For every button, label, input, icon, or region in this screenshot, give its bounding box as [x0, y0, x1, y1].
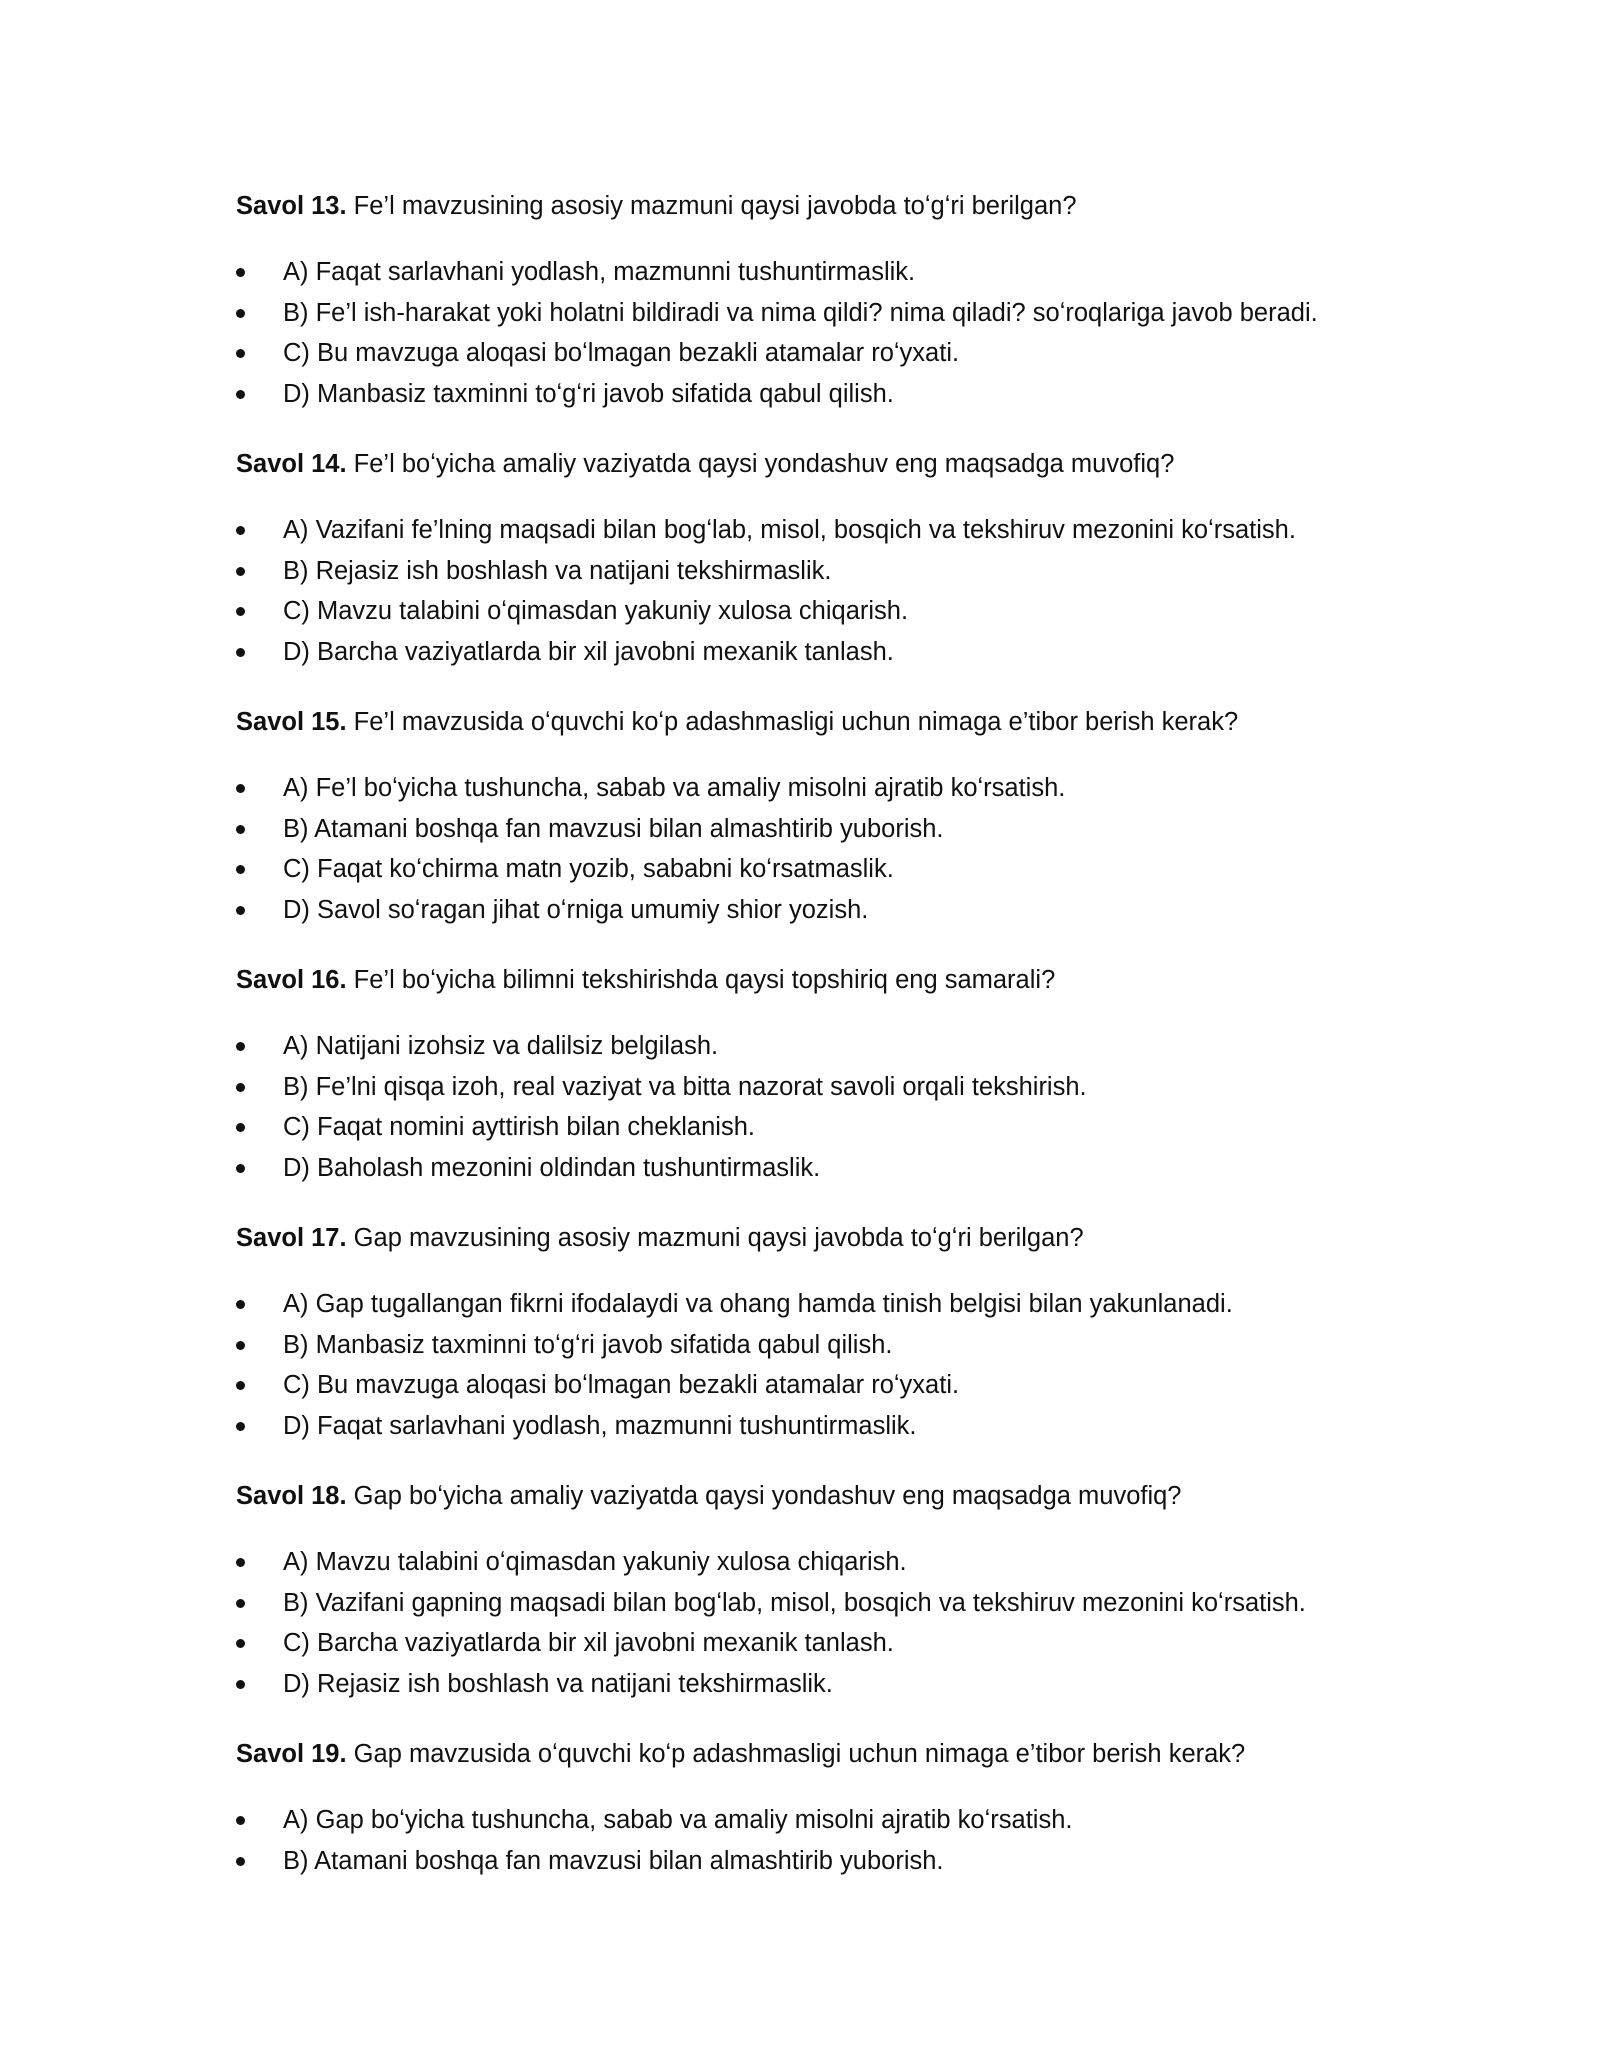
bullet-icon	[236, 1816, 245, 1825]
answer-option	[236, 1325, 1416, 1366]
bullet-icon	[236, 1857, 245, 1866]
answer-option-text: C) Barcha vaziyatlarda bir xil javobni mexanik tanlash.	[283, 1629, 894, 1657]
question-prompt: Fe’l boʻyicha bilimni tekshirishda qaysi topshiriq eng samarali?	[353, 966, 1056, 994]
answer-options	[236, 510, 1416, 672]
answer-option-text: D) Rejasiz ish boshlash va natijani tekshirmaslik.	[283, 1669, 833, 1698]
answer-option-text: A) Vazifani fe’lning maqsadi bilan bogʻlab, misol, bosqich va tekshiruv mezonini koʻrsatish.	[283, 516, 1296, 544]
question-block	[236, 1476, 1416, 1704]
bullet-icon	[236, 526, 245, 535]
answer-option-text: A) Mavzu talabini oʻqimasdan yakuniy xulosa chiqarish.	[283, 1548, 907, 1576]
answer-option	[236, 1026, 1416, 1067]
answer-option	[236, 591, 1416, 632]
answer-option	[236, 1542, 1416, 1583]
answer-options	[236, 252, 1416, 414]
answer-options	[236, 1026, 1416, 1188]
bullet-icon	[236, 825, 245, 834]
answer-option	[236, 1148, 1416, 1189]
question-number: Savol 14.	[236, 450, 347, 478]
bullet-icon	[236, 1422, 245, 1431]
answer-option	[236, 890, 1416, 931]
answer-option	[236, 1841, 1416, 1882]
bullet-icon	[236, 1558, 245, 1567]
question-text	[236, 1734, 1416, 1774]
answer-option	[236, 374, 1416, 415]
bullet-icon	[236, 1164, 245, 1173]
bullet-icon	[236, 1599, 245, 1608]
answer-option	[236, 333, 1416, 374]
question-block	[236, 1218, 1416, 1446]
answer-option-text: B) Manbasiz taxminni toʻgʻri javob sifatida qabul qilish.	[283, 1330, 893, 1359]
answer-option	[236, 1583, 1416, 1624]
question-list	[236, 186, 1416, 1911]
question-prompt: Fe’l mavzusida oʻquvchi koʻp adashmasligi uchun nimaga e’tibor berish kerak?	[353, 708, 1239, 736]
bullet-icon	[236, 349, 245, 358]
question-prompt: Fe’l boʻyicha amaliy vaziyatda qaysi yondashuv eng maqsadga muvofiq?	[353, 450, 1175, 478]
question-prompt: Gap boʻyicha amaliy vaziyatda qaysi yondashuv eng maqsadga muvofiq?	[353, 1482, 1182, 1510]
answer-option-text: D) Barcha vaziyatlarda bir xil javobni mexanik tanlash.	[283, 637, 894, 666]
answer-option-text: B) Atamani boshqa fan mavzusi bilan almashtirib yuborish.	[283, 814, 944, 843]
answer-options	[236, 1542, 1416, 1704]
answer-option	[236, 1623, 1416, 1664]
question-number: Savol 15.	[236, 708, 347, 736]
answer-option-text: C) Mavzu talabini oʻqimasdan yakuniy xulosa chiqarish.	[283, 597, 909, 625]
answer-option-text: D) Savol soʻragan jihat oʻrniga umumiy shior yozish.	[283, 895, 869, 924]
answer-options	[236, 1800, 1416, 1881]
answer-options	[236, 1284, 1416, 1446]
answer-option	[236, 1067, 1416, 1108]
question-block	[236, 444, 1416, 672]
question-number: Savol 16.	[236, 966, 347, 994]
bullet-icon	[236, 906, 245, 915]
bullet-icon	[236, 390, 245, 399]
bullet-icon	[236, 309, 245, 318]
question-prompt: Gap mavzusida oʻquvchi koʻp adashmasligi uchun nimaga e’tibor berish kerak?	[353, 1740, 1246, 1768]
answer-option-text: A) Faqat sarlavhani yodlash, mazmunni tushuntirmaslik.	[283, 258, 916, 286]
answer-option-text: C) Faqat koʻchirma matn yozib, sababni koʻrsatmaslik.	[283, 855, 894, 883]
answer-option-text: D) Baholash mezonini oldindan tushuntirmaslik.	[283, 1153, 821, 1182]
bullet-icon	[236, 1381, 245, 1390]
bullet-icon	[236, 567, 245, 576]
answer-option	[236, 1406, 1416, 1447]
answer-option-text: B) Fe’l ish-harakat yoki holatni bildiradi va nima qildi? nima qiladi? soʻroqlariga javob beradi.	[283, 298, 1318, 327]
question-number: Savol 13.	[236, 192, 347, 220]
answer-option	[236, 809, 1416, 850]
bullet-icon	[236, 865, 245, 874]
question-text	[236, 1476, 1416, 1516]
question-prompt: Fe’l mavzusining asosiy mazmuni qaysi javobda toʻgʻri berilgan?	[353, 192, 1077, 220]
answer-option	[236, 768, 1416, 809]
answer-option	[236, 1365, 1416, 1406]
answer-option-text: B) Fe’lni qisqa izoh, real vaziyat va bitta nazorat savoli orqali tekshirish.	[283, 1072, 1087, 1101]
question-text	[236, 702, 1416, 742]
question-text	[236, 960, 1416, 1000]
answer-option-text: C) Bu mavzuga aloqasi boʻlmagan bezakli atamalar roʻyxati.	[283, 339, 960, 367]
bullet-icon	[236, 1639, 245, 1648]
bullet-icon	[236, 1083, 245, 1092]
bullet-icon	[236, 1680, 245, 1689]
answer-options	[236, 768, 1416, 930]
bullet-icon	[236, 1341, 245, 1350]
bullet-icon	[236, 784, 245, 793]
answer-option-text: A) Fe’l boʻyicha tushuncha, sabab va amaliy misolni ajratib koʻrsatish.	[283, 774, 1066, 802]
answer-option	[236, 1800, 1416, 1841]
question-text	[236, 186, 1416, 226]
answer-option-text: D) Manbasiz taxminni toʻgʻri javob sifatida qabul qilish.	[283, 379, 894, 408]
bullet-icon	[236, 1042, 245, 1051]
answer-option-text: C) Faqat nomini ayttirish bilan cheklanish.	[283, 1113, 755, 1141]
question-block	[236, 1734, 1416, 1881]
answer-option	[236, 551, 1416, 592]
question-number: Savol 17.	[236, 1224, 347, 1252]
bullet-icon	[236, 607, 245, 616]
answer-option-text: A) Gap tugallangan fikrni ifodalaydi va ohang hamda tinish belgisi bilan yakunlanadi.	[283, 1290, 1233, 1318]
answer-option-text: A) Natijani izohsiz va dalilsiz belgilash.	[283, 1032, 719, 1060]
question-number: Savol 18.	[236, 1482, 347, 1510]
answer-option	[236, 1107, 1416, 1148]
answer-option	[236, 1284, 1416, 1325]
question-number: Savol 19.	[236, 1740, 347, 1768]
answer-option-text: B) Rejasiz ish boshlash va natijani tekshirmaslik.	[283, 556, 832, 585]
answer-option	[236, 1664, 1416, 1705]
answer-option-text: C) Bu mavzuga aloqasi boʻlmagan bezakli atamalar roʻyxati.	[283, 1371, 960, 1399]
question-block	[236, 702, 1416, 930]
bullet-icon	[236, 1123, 245, 1132]
question-block	[236, 960, 1416, 1188]
answer-option	[236, 293, 1416, 334]
answer-option	[236, 849, 1416, 890]
bullet-icon	[236, 648, 245, 657]
answer-option-text: D) Faqat sarlavhani yodlash, mazmunni tushuntirmaslik.	[283, 1411, 917, 1440]
answer-option	[236, 252, 1416, 293]
bullet-icon	[236, 268, 245, 277]
answer-option-text: B) Atamani boshqa fan mavzusi bilan almashtirib yuborish.	[283, 1846, 944, 1875]
answer-option	[236, 510, 1416, 551]
question-text	[236, 1218, 1416, 1258]
answer-option-text: B) Vazifani gapning maqsadi bilan bogʻlab, misol, bosqich va tekshiruv mezonini koʻrsatish.	[283, 1588, 1306, 1617]
question-block	[236, 186, 1416, 414]
question-text	[236, 444, 1416, 484]
answer-option-text: A) Gap boʻyicha tushuncha, sabab va amaliy misolni ajratib koʻrsatish.	[283, 1806, 1073, 1834]
answer-option	[236, 632, 1416, 673]
bullet-icon	[236, 1300, 245, 1309]
question-prompt: Gap mavzusining asosiy mazmuni qaysi javobda toʻgʻri berilgan?	[353, 1224, 1084, 1252]
